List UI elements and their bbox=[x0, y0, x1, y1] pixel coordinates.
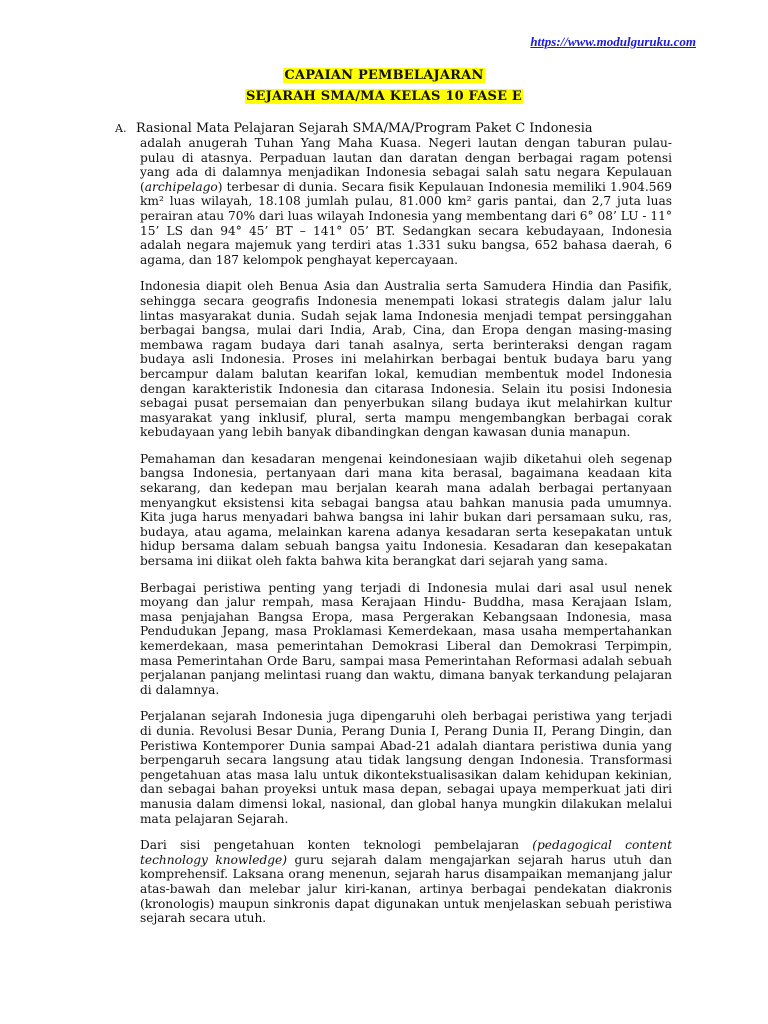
paragraph-3: Pemahaman dan kesadaran mengenai keindonesiaan wajib diketahui oleh segenap bangsa Indonesia, pertanyaan dari mana kita berasal, bagaimana keadaan kita sekarang, dan kedepan mau berjalan kearah mana adalah berbagai pertanyaan menyangkut eksistensi kita sebagai bangsa atau bahkan manusia pada umumnya. Kita juga harus menyadari bahwa bangsa ini lahir bukan dari persamaan suku, ras, budaya, atau agama, melainkan karena adanya kesadaran serta kesepakatan untuk hidup bersama dalam sebuah bangsa yaitu Indonesia. Kesadaran dan kesepakatan bersama ini diikat oleh fakta bahwa kita berangkat dari sejarah yang sama. bbox=[140, 451, 672, 569]
section-marker: A. bbox=[115, 122, 127, 135]
paragraph-4: Berbagai peristiwa penting yang terjadi di Indonesia mulai dari asal usul nenek moyang dan jalur rempah, masa Kerajaan Hindu- Buddha, masa Kerajaan Islam, masa penjajahan Bangsa Eropa, masa Pergerakan Kebangsaan Indonesia, masa Pendudukan Jepang, masa Proklamasi Kemerdekaan, masa usaha mempertahankan kemerdekaan, masa pemerintahan Demokrasi Liberal dan Demokrasi Terpimpin, masa Pemerintahan Orde Baru, sampai masa Pemerintahan Reformasi adalah sebuah perjalanan panjang melintasi ruang dan waktu, dimana banyak terkandung pelajaran di dalamnya. bbox=[140, 580, 672, 697]
document-title: CAPAIAN PEMBELAJARAN bbox=[284, 68, 484, 83]
paragraph-2: Indonesia diapit oleh Benua Asia dan Australia serta Samudera Hindia dan Pasifik, sehingga secara geografis Indonesia menempati lokasi strategis dalam jalur lalu lintas masyarakat dunia. Sudah sejak lama Indonesia menjadi tempat persinggahan berbagai bangsa, mulai dari India, Arab, Cina, dan Eropa dengan masing-masing membawa ragam budaya dari tanah asalnya, serta berinteraksi dengan ragam budaya asli Indonesia. Proses ini melahirkan berbagai bentuk budaya baru yang bercampur dalam balutan kearifan lokal, kemudian membentuk model Indonesia dengan karakteristik Indonesia dan citarasa Indonesia. Selain itu posisi Indonesia sebagai pusat persemaian dan penyerbukan silang budaya ikut melahirkan kultur masyarakat yang inklusif, plural, serta mampu mengembangkan berbagai corak kebudayaan yang lebih banyak dibandingkan dengan kawasan dunia manapun. bbox=[140, 279, 672, 440]
section-title: Rasional Mata Pelajaran Sejarah SMA/MA/Program Paket C Indonesia bbox=[136, 121, 593, 136]
paragraph-5: Perjalanan sejarah Indonesia juga dipengaruhi oleh berbagai peristiwa yang terjadi di dunia. Revolusi Besar Dunia, Perang Dunia I, Perang Dunia II, Perang Dingin, dan Peristiwa Kontemporer Dunia sampai Abad-21 adalah diantara peristiwa dunia yang berpengaruh secara langsung atau tidak langsung dengan Indonesia. Transformasi pengetahuan atas masa lalu untuk dikontekstualisasikan dalam kehidupan kekinian, dan sebagai bahan proyeksi untuk masa depan, sebagai upaya memperkuat jati diri manusia dalam dimensi lokal, nasional, dan global hanya mungkin dilakukan melalui mata pelajaran Sejarah. bbox=[140, 709, 672, 826]
document-subtitle: SEJARAH SMA/MA KELAS 10 FASE E bbox=[245, 89, 523, 104]
body-text bbox=[140, 136, 672, 938]
paragraph-6: Dari sisi pengetahuan konten teknologi pembelajaran (pedagogical content technology knowledge) guru sejarah dalam mengajarkan sejarah harus utuh dan komprehensif. Laksana orang menenun, sejarah harus disampaikan memanjang jalur atas-bawah dan melebar jalur kiri-kanan, artinya berbagai pendekatan diakronis (kronologis) maupun sinkronis dapat digunakan untuk menjelaskan sebuah peristiwa sejarah secara utuh. bbox=[140, 838, 672, 926]
website-link[interactable]: https://www.modulguruku.com bbox=[530, 34, 696, 49]
paragraph-1: adalah anugerah Tuhan Yang Maha Kuasa. Negeri lautan dengan taburan pulau-pulau di atasnya. Perpaduan lautan dan daratan dengan berbagai ragam potensi yang ada di dalamnya menjadikan Indonesia sebagai salah satu negara Kepulauan (archipelago) terbesar di dunia. Secara fisik Kepulauan Indonesia memiliki 1.904.569 km² luas wilayah, 18.108 jumlah pulau, 81.000 km² garis pantai, dan 2,7 juta luas perairan atau 70% dari luas wilayah Indonesia yang membentang dari 6° 08’ LU - 11° 15’ LS dan 94° 45’ BT – 141° 05’ BT. Sedangkan secara kebudayaan, Indonesia adalah negara majemuk yang terdiri atas 1.331 suku bangsa, 652 bahasa daerah, 6 agama, dan 187 kelompok penghayat kepercayaan. bbox=[140, 136, 672, 267]
